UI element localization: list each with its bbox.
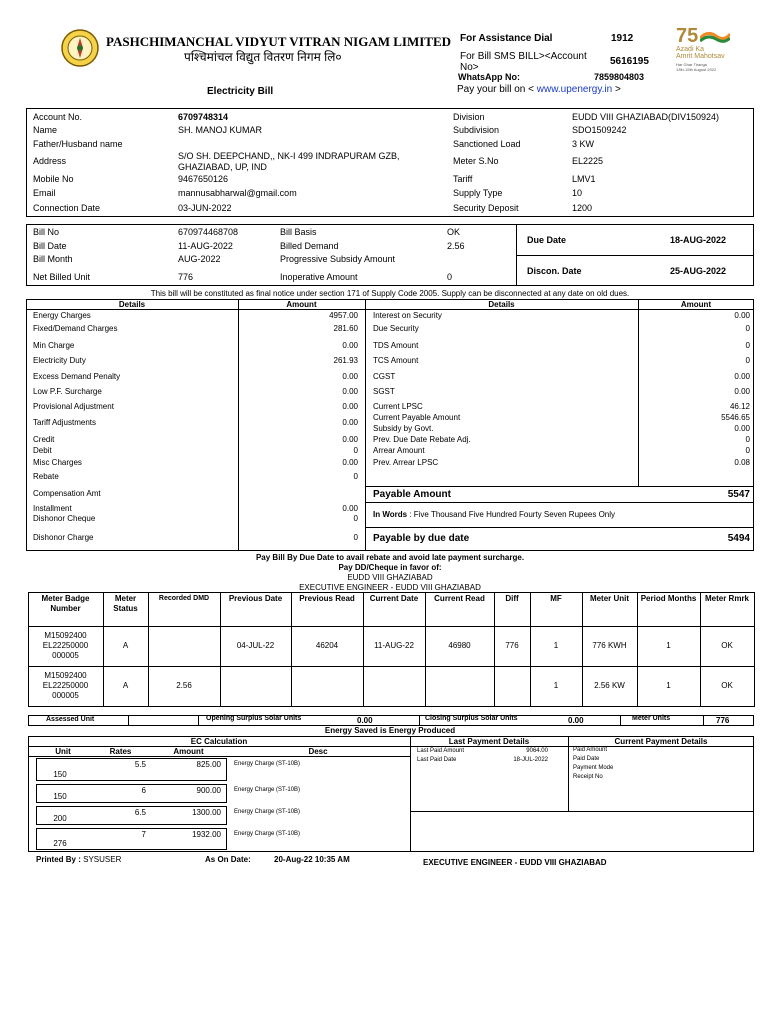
receipt-no-label: Receipt No xyxy=(573,774,603,780)
payments-bottom-line xyxy=(410,811,754,812)
charge-label: Excess Demand Penalty xyxy=(33,372,121,381)
address-value: S/O SH. DEEPCHAND,, NK-I 499 INDRAPURAM GZB, GHAZIABAD, UP, IND xyxy=(178,151,400,172)
payable-top-line xyxy=(365,486,754,487)
due-date-value: 18-AUG-2022 xyxy=(670,235,727,245)
ec-desc: Energy Charge (ST-10B) xyxy=(234,831,301,837)
charge-label: Dishonor Charge xyxy=(33,533,94,542)
charge-label: Compensation Amt xyxy=(33,489,101,498)
assist-label: For Assistance Dial xyxy=(460,33,553,44)
father-label: Father/Husband name xyxy=(33,139,123,149)
bill-title: Electricity Bill xyxy=(207,86,274,97)
payment-mode-label: Payment Mode xyxy=(573,765,614,771)
company-seal xyxy=(60,28,100,68)
ec-unit: 276 xyxy=(53,839,67,848)
amount-header-right: Amount xyxy=(680,300,712,309)
security-deposit-value: 1200 xyxy=(572,203,593,213)
meter-header: Current Date xyxy=(369,594,419,603)
last-payment-title: Last Payment Details xyxy=(448,737,530,746)
meter-value: 2.56 KW xyxy=(594,681,625,690)
charge-label: Energy Charges xyxy=(33,311,91,320)
billed-demand-label: Billed Demand xyxy=(280,241,339,251)
meter-value: 776 KWH xyxy=(592,641,627,650)
last-paid-date-label: Last Paid Date xyxy=(417,757,457,763)
company-name-en: PASHCHIMANCHAL VIDYUT VITRAN NIGAM LIMITED xyxy=(106,34,452,49)
meter-value: 1 xyxy=(553,641,559,650)
meter-header: Recorded DMD xyxy=(158,595,210,602)
assessed-unit-label: Assessed Unit xyxy=(46,716,95,723)
load-label: Sanctioned Load xyxy=(453,139,521,149)
printed-by xyxy=(36,855,121,864)
azadi-text-4: 13th-15th August 2022 xyxy=(676,67,717,72)
charge-amount: 0 xyxy=(353,514,358,523)
details-header-left: Details xyxy=(118,300,146,309)
charge-amount: 0.00 xyxy=(342,387,358,396)
meter-value: 04-JUL-22 xyxy=(236,641,275,650)
charge-amount: 0.08 xyxy=(734,458,750,467)
meter-value: A xyxy=(122,641,129,650)
solar-div-1 xyxy=(128,715,129,726)
billed-demand-value: 2.56 xyxy=(447,241,465,251)
words-bottom-line xyxy=(365,527,754,528)
details-header-right: Details xyxy=(488,300,515,309)
meter-value xyxy=(223,666,288,706)
azadi-text-2: Amrit Mahotsav xyxy=(676,53,725,60)
signatory: EXECUTIVE ENGINEER - EUDD VIII GHAZIABAD xyxy=(423,858,607,867)
account-no-value: 6709748314 xyxy=(178,112,229,122)
meter-value: OK xyxy=(721,641,733,650)
bill-date-label: Bill Date xyxy=(33,241,67,251)
charge-label: SGST xyxy=(373,387,395,396)
ec-rate: 5.5 xyxy=(134,760,146,769)
charge-amount: 0 xyxy=(353,472,358,481)
meter-value xyxy=(151,626,217,666)
bill-month-label: Bill Month xyxy=(33,254,73,264)
security-deposit-label: Security Deposit xyxy=(453,203,519,213)
meter-value: 776 xyxy=(505,641,519,650)
charges-right-amount-line xyxy=(638,299,639,486)
charge-amount: 0.00 xyxy=(342,418,358,427)
mobile-label: Mobile No xyxy=(33,174,74,184)
net-unit-label: Net Billed Unit xyxy=(33,272,91,282)
in-words-value: : Five Thousand Five Hundred Fourty Seven Rupees Only xyxy=(407,510,616,519)
opening-solar-value: 0.00 xyxy=(357,716,373,725)
subdivision-value: SDO1509242 xyxy=(572,125,627,135)
ec-header: Desc xyxy=(308,747,328,756)
charge-amount: 0.00 xyxy=(734,372,750,381)
final-notice: This bill will be constituted as final notice under section 171 of Supply Code 2005. Supply can be disconnected at any date on old dues. xyxy=(150,289,630,298)
charge-label: Arrear Amount xyxy=(373,446,425,455)
in-words xyxy=(373,510,615,519)
flag-icon xyxy=(700,30,730,44)
meter-header: MF xyxy=(550,594,562,603)
email-value: mannusabharwal@gmail.com xyxy=(178,188,297,198)
meter-header: Meter Rmrk xyxy=(704,594,749,603)
charge-amount: 0 xyxy=(745,341,750,350)
ec-right-line xyxy=(410,736,411,852)
ec-unit: 200 xyxy=(53,814,67,823)
payable-amount-label: Payable Amount xyxy=(373,489,451,500)
ec-unit: 150 xyxy=(53,792,67,801)
ec-amount: 1300.00 xyxy=(192,808,221,817)
ec-amount: 900.00 xyxy=(196,786,221,795)
ec-unit: 150 xyxy=(53,770,67,779)
meter-value: 1 xyxy=(553,681,559,690)
as-on-label: As On Date: xyxy=(205,855,251,864)
charge-amount: 281.60 xyxy=(333,324,358,333)
printed-by-value: SYSUSER xyxy=(83,855,122,864)
name-value: SH. MANOJ KUMAR xyxy=(178,125,263,135)
inoperative-value: 0 xyxy=(447,272,453,282)
charge-label: Current LPSC xyxy=(373,402,423,411)
charge-label: Provisional Adjustment xyxy=(33,402,114,411)
charge-amount: 0.00 xyxy=(342,435,358,444)
meter-value: 46204 xyxy=(315,641,339,650)
payable-bottom-line xyxy=(365,502,754,503)
ec-rate: 6 xyxy=(141,786,146,795)
charges-left-amount-line xyxy=(238,299,239,551)
discon-date-label: Discon. Date xyxy=(527,266,582,276)
meter-value: M15092400 EL22250000 000005 xyxy=(42,631,89,660)
meter-value xyxy=(366,666,422,706)
paid-date-label: Paid Date xyxy=(573,756,600,762)
last-paid-date-value: 18-JUL-2022 xyxy=(513,757,548,763)
charge-amount: 0 xyxy=(745,435,750,444)
charge-amount: 0.00 xyxy=(734,424,750,433)
charge-label: Electricity Duty xyxy=(33,356,86,365)
ec-header: Rates xyxy=(109,747,132,756)
company-name-hi: पश्चिमांचल विद्युत वितरण निगम लि० xyxy=(184,50,342,64)
meter-value: 1 xyxy=(666,641,671,650)
charges-middle-line xyxy=(365,299,366,551)
bill-no-label: Bill No xyxy=(33,227,60,237)
email-label: Email xyxy=(33,188,56,198)
bill-due-divider xyxy=(516,255,754,256)
payments-divider xyxy=(568,736,569,811)
charge-label: CGST xyxy=(373,372,396,381)
charge-amount: 4957.00 xyxy=(329,311,358,320)
meter-value xyxy=(294,666,360,706)
azadi-text-3: Har Ghar Tiranga xyxy=(676,62,707,67)
meter-header: Meter Unit xyxy=(589,594,630,603)
meter-header: Period Months xyxy=(640,594,697,603)
charge-amount: 0 xyxy=(745,356,750,365)
bill-no-value: 670974468708 xyxy=(178,227,239,237)
whatsapp-label: WhatsApp No: xyxy=(458,72,520,82)
charge-amount: 0.00 xyxy=(342,341,358,350)
charge-amount: 0 xyxy=(353,533,358,542)
pay-note: Pay Bill By Due Date to avail rebate and avoid late payment surcharge. xyxy=(255,553,525,562)
charge-amount: 0.00 xyxy=(734,311,750,320)
payable-amount-value: 5547 xyxy=(727,489,750,500)
payable-due-value: 5494 xyxy=(727,533,750,544)
charge-label: Current Payable Amount xyxy=(373,413,461,422)
charge-label: Installment xyxy=(33,504,72,513)
meter-header: Previous Read xyxy=(299,594,355,603)
charge-label: Dishonor Cheque xyxy=(33,514,96,523)
charge-amount: 0.00 xyxy=(734,387,750,396)
meter-header: Meter Status xyxy=(113,594,138,613)
meter-header: Previous Date xyxy=(228,594,283,603)
azadi-text-1: Azadi Ka xyxy=(676,46,705,53)
last-paid-amount-value: 9064.00 xyxy=(526,748,548,754)
meter-value: 2.56 xyxy=(176,681,192,690)
charge-label: Rebate xyxy=(33,472,59,481)
bill-date-value: 11-AUG-2022 xyxy=(178,241,233,251)
solar-div-4 xyxy=(620,715,621,726)
meter-units-value: 776 xyxy=(716,716,730,725)
charge-label: Min Charge xyxy=(33,341,75,350)
assist-number: 1912 xyxy=(611,33,634,44)
payee-engineer: EXECUTIVE ENGINEER - EUDD VIII GHAZIABAD xyxy=(299,583,481,592)
ec-desc: Energy Charge (ST-10B) xyxy=(234,787,301,793)
subsidy-label: Progressive Subsidy Amount xyxy=(280,254,396,264)
meter-value: OK xyxy=(721,681,733,690)
website-link[interactable]: www.upenergy.in xyxy=(536,84,613,95)
charge-amount: 5546.65 xyxy=(721,413,750,422)
solar-div-5 xyxy=(703,715,704,726)
meter-value: A xyxy=(122,681,129,690)
charge-label: Fixed/Demand Charges xyxy=(33,324,118,333)
amount-header-left: Amount xyxy=(286,300,317,309)
ec-amount: 825.00 xyxy=(196,760,221,769)
charge-label: TCS Amount xyxy=(373,356,419,365)
charge-amount: 0.00 xyxy=(342,402,358,411)
last-paid-amount-label: Last Paid Amount xyxy=(417,748,465,754)
paid-amount-label: Paid Amount xyxy=(573,747,608,753)
charge-amount: 0 xyxy=(745,446,750,455)
sms-label: For Bill SMS BILL><Account No> xyxy=(460,51,587,73)
charge-label: Debit xyxy=(33,446,52,455)
energy-slogan: Energy Saved is Energy Produced xyxy=(324,726,456,735)
meter-value: M15092400 EL22250000 000005 xyxy=(42,671,89,700)
connection-date-value: 03-JUN-2022 xyxy=(178,203,232,213)
pay-suffix: > xyxy=(612,84,621,95)
tariff-label: Tariff xyxy=(453,174,473,184)
charge-label: Prev. Arrear LPSC xyxy=(373,458,439,467)
solar-div-3 xyxy=(419,715,420,726)
charge-amount: 0.00 xyxy=(342,372,358,381)
sms-number: 5616195 xyxy=(610,56,649,67)
meter-sno-label: Meter S.No xyxy=(453,156,499,166)
in-words-label: In Words xyxy=(373,510,408,519)
payable-due-label: Payable by due date xyxy=(373,533,470,544)
supply-type-label: Supply Type xyxy=(453,188,503,198)
meter-value xyxy=(497,666,527,706)
azadi-75: 75 xyxy=(676,25,699,47)
as-on-value: 20-Aug-22 10:35 AM xyxy=(274,855,350,864)
charge-label: Low P.F. Surcharge xyxy=(33,387,102,396)
dd-note: Pay DD/Cheque in favor of: xyxy=(338,563,442,572)
ec-desc: Energy Charge (ST-10B) xyxy=(234,809,301,815)
ec-header: Unit xyxy=(55,747,71,756)
ec-desc: Energy Charge (ST-10B) xyxy=(234,761,301,767)
current-payment-title: Current Payment Details xyxy=(614,737,708,746)
charge-amount: 0 xyxy=(353,446,358,455)
closing-solar-value: 0.00 xyxy=(568,716,584,725)
supply-type-value: 10 xyxy=(572,188,583,198)
ec-rate: 6.5 xyxy=(134,808,146,817)
charge-label: Prev. Due Date Rebate Adj. xyxy=(373,435,471,444)
meter-value: 1 xyxy=(666,681,671,690)
ec-header-line xyxy=(28,756,410,757)
opening-solar-label: Opening Surplus Solar Units xyxy=(206,715,302,722)
meter-header: Meter Badge Number xyxy=(41,594,90,613)
charge-label: Misc Charges xyxy=(33,458,82,467)
meter-sno-value: EL2225 xyxy=(572,156,604,166)
meter-value: 11-AUG-22 xyxy=(374,641,414,650)
closing-solar-label: Closing Surplus Solar Units xyxy=(425,715,518,722)
division-label: Division xyxy=(453,112,485,122)
bill-basis-label: Bill Basis xyxy=(280,227,317,237)
address-label: Address xyxy=(33,156,67,166)
solar-div-2 xyxy=(198,715,199,726)
payee-office: EUDD VIII GHAZIABAD xyxy=(347,573,433,582)
pay-online-line xyxy=(457,84,621,95)
load-value: 3 KW xyxy=(572,139,595,149)
bill-month-value: AUG-2022 xyxy=(178,254,221,264)
meter-value: 46980 xyxy=(448,641,471,650)
ec-title: EC Calculation xyxy=(190,737,248,746)
ec-header: Amount xyxy=(173,747,204,756)
name-label: Name xyxy=(33,125,58,135)
discon-date-value: 25-AUG-2022 xyxy=(670,266,727,276)
tariff-value: LMV1 xyxy=(572,174,596,184)
charge-amount: 261.93 xyxy=(333,356,358,365)
whatsapp-number: 7859804803 xyxy=(594,72,645,82)
charge-amount: 0.00 xyxy=(342,504,358,513)
charge-label: Credit xyxy=(33,435,55,444)
charge-amount: 46.12 xyxy=(729,402,750,411)
meter-header: Current Read xyxy=(434,594,485,603)
azadi-logo xyxy=(676,26,736,86)
charges-header-line xyxy=(26,309,754,310)
pay-prefix: Pay your bill on < xyxy=(457,84,537,95)
charge-label: Tariff Adjustments xyxy=(33,418,96,427)
ec-rate: 7 xyxy=(141,830,146,839)
printed-by-label: Printed By : xyxy=(36,855,84,864)
charge-label: Subsidy by Govt. xyxy=(373,424,434,433)
connection-date-label: Connection Date xyxy=(33,203,101,213)
subdivision-label: Subdivision xyxy=(453,125,500,135)
inoperative-label: Inoperative Amount xyxy=(280,272,358,282)
mobile-value: 9467650126 xyxy=(178,174,229,184)
due-date-label: Due Date xyxy=(527,235,567,245)
charge-label: TDS Amount xyxy=(373,341,419,350)
meter-header: Diff xyxy=(505,594,519,603)
bill-basis-value: OK xyxy=(447,227,461,237)
charge-label: Interest on Security xyxy=(373,311,442,320)
meter-units-label: Meter Units xyxy=(632,715,671,722)
account-no-label: Account No. xyxy=(33,112,83,122)
charge-label: Due Security xyxy=(373,324,419,333)
net-unit-value: 776 xyxy=(178,272,194,282)
meter-value xyxy=(428,666,491,706)
charge-amount: 0.00 xyxy=(342,458,358,467)
division-value: EUDD VIII GHAZIABAD(DIV150924) xyxy=(572,112,720,122)
charge-amount: 0 xyxy=(745,324,750,333)
ec-amount: 1932.00 xyxy=(192,830,221,839)
